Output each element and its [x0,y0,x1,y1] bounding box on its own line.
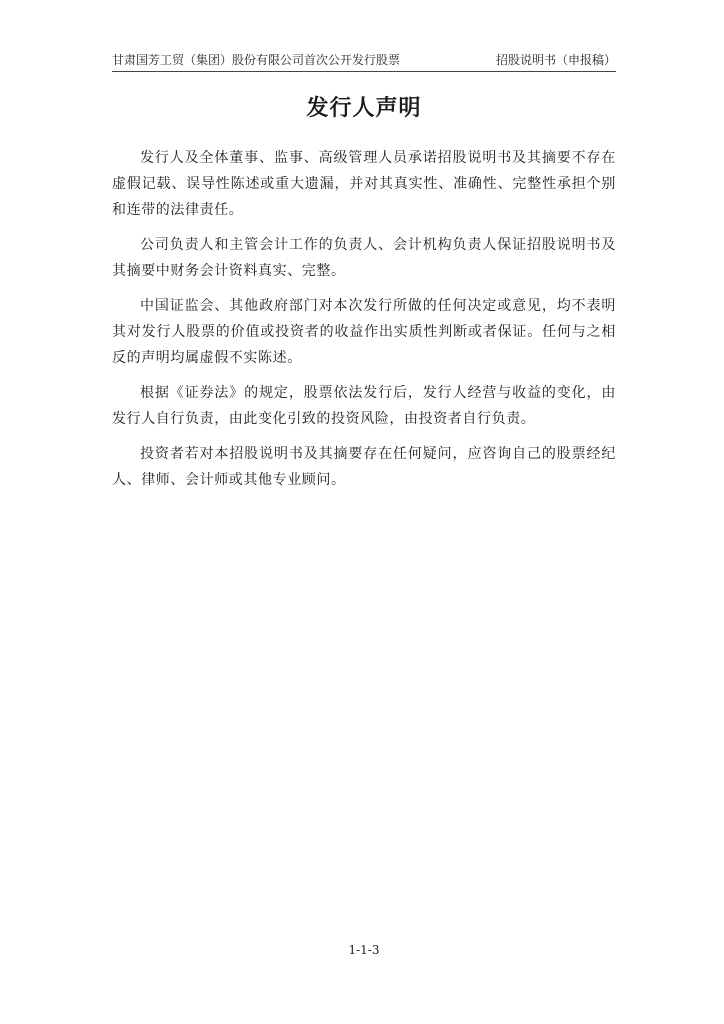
page-title: 发行人声明 [306,96,422,121]
paragraph-2: 公司负责人和主管会计工作的负责人、会计机构负责人保证招股说明书及其摘要中财务会计资料真实、完整。 [112,237,616,279]
page-number: 1-1-3 [348,943,380,957]
paragraph-5: 投资者若对本招股说明书及其摘要存在任何疑问，应咨询自己的股票经纪人、律师、会计师或其他专业顾问。 [112,446,616,488]
header-company-title: 甘肃国芳工贸（集团）股份有限公司首次公开发行股票 [112,53,401,67]
declaration-body [112,145,616,502]
header-divider [112,71,616,72]
paragraph-4: 根据《证券法》的规定，股票依法发行后，发行人经营与收益的变化，由发行人自行负责，由此变化引致的投资风险，由投资者自行负责。 [112,385,616,427]
header-document-type: 招股说明书（申报稿） [495,53,616,67]
paragraph-1: 发行人及全体董事、监事、高级管理人员承诺招股说明书及其摘要不存在虚假记载、误导性陈述或重大遗漏，并对其真实性、准确性、完整性承担个别和连带的法律责任。 [112,150,616,218]
page-header [112,50,616,70]
paragraph-3: 中国证监会、其他政府部门对本次发行所做的任何决定或意见，均不表明其对发行人股票的价值或投资者的收益作出实质性判断或者保证。任何与之相反的声明均属虚假不实陈述。 [112,298,616,366]
